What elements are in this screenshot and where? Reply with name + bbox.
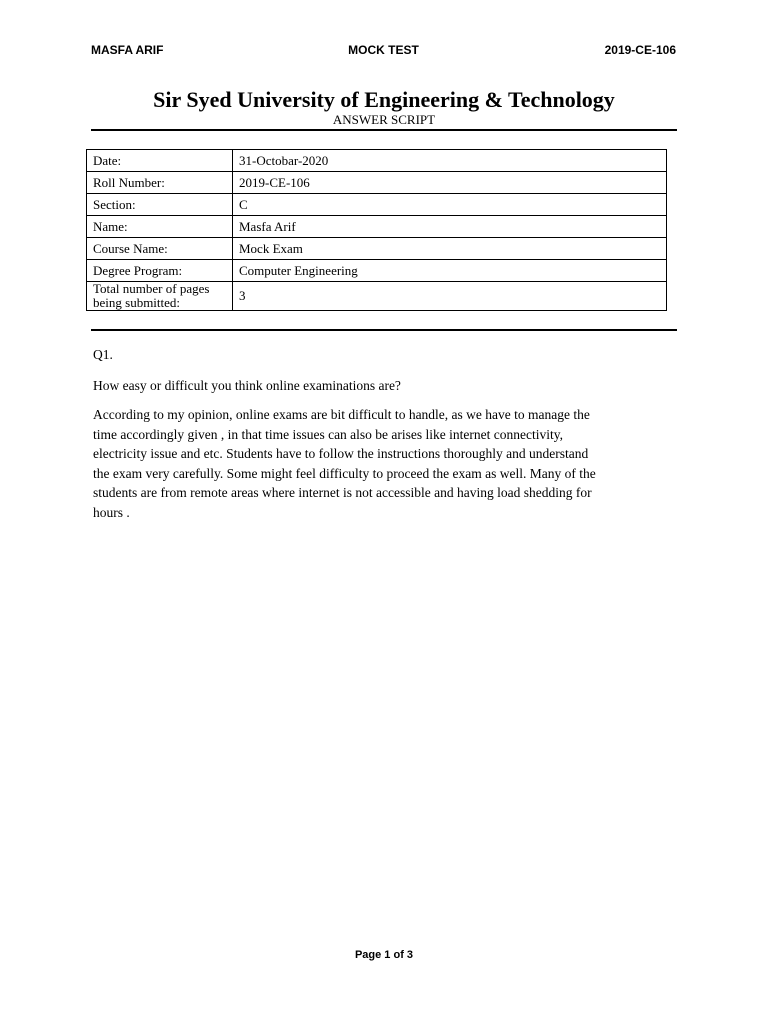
question-text: How easy or difficult you think online examinations are?	[93, 377, 401, 393]
info-value: 2019-CE-106	[233, 172, 667, 194]
info-value: C	[233, 194, 667, 216]
info-value: Computer Engineering	[233, 260, 667, 282]
header-roll-number: 2019-CE-106	[604, 43, 676, 57]
info-value: Mock Exam	[233, 238, 667, 260]
info-value: Masfa Arif	[233, 216, 667, 238]
page-footer: Page 1 of 3	[354, 949, 414, 961]
document-subtitle: ANSWER SCRIPT	[332, 112, 436, 127]
table-row	[87, 216, 667, 238]
info-label: Total number of pages being submitted:	[87, 282, 233, 311]
table-row	[87, 194, 667, 216]
student-info-table	[86, 149, 667, 311]
info-value: 31-Octobar-2020	[233, 150, 667, 172]
info-label: Section:	[87, 194, 233, 216]
info-label: Date:	[87, 150, 233, 172]
table-row	[87, 260, 667, 282]
bottom-divider	[91, 329, 677, 331]
table-row	[87, 238, 667, 260]
page-header	[91, 43, 676, 63]
info-label: Degree Program:	[87, 260, 233, 282]
table-row	[87, 150, 667, 172]
question-section	[93, 345, 677, 522]
header-author: MASFA ARIF	[91, 43, 164, 57]
table-row	[87, 172, 667, 194]
answer-text: According to my opinion, online exams are bit difficult to handle, as we have to manage the time accordingly given , in that time issues can also be arises like internet connectivity, electricity issue and etc. Students have to follow the instructions thoroughly and understand the exam very carefully. Some might feel difficulty to proceed the exam as well. Many of the students are from remote areas where internet is not accessible and having load shedding for hours .	[93, 407, 596, 520]
top-divider	[91, 129, 677, 131]
question-number: Q1.	[93, 347, 113, 362]
info-label: Name:	[87, 216, 233, 238]
info-label: Course Name:	[87, 238, 233, 260]
table-row	[87, 282, 667, 311]
info-value: 3	[233, 282, 667, 311]
header-test-name: MOCK TEST	[348, 43, 419, 57]
university-title: Sir Syed University of Engineering & Technology	[153, 87, 615, 112]
info-label: Roll Number:	[87, 172, 233, 194]
